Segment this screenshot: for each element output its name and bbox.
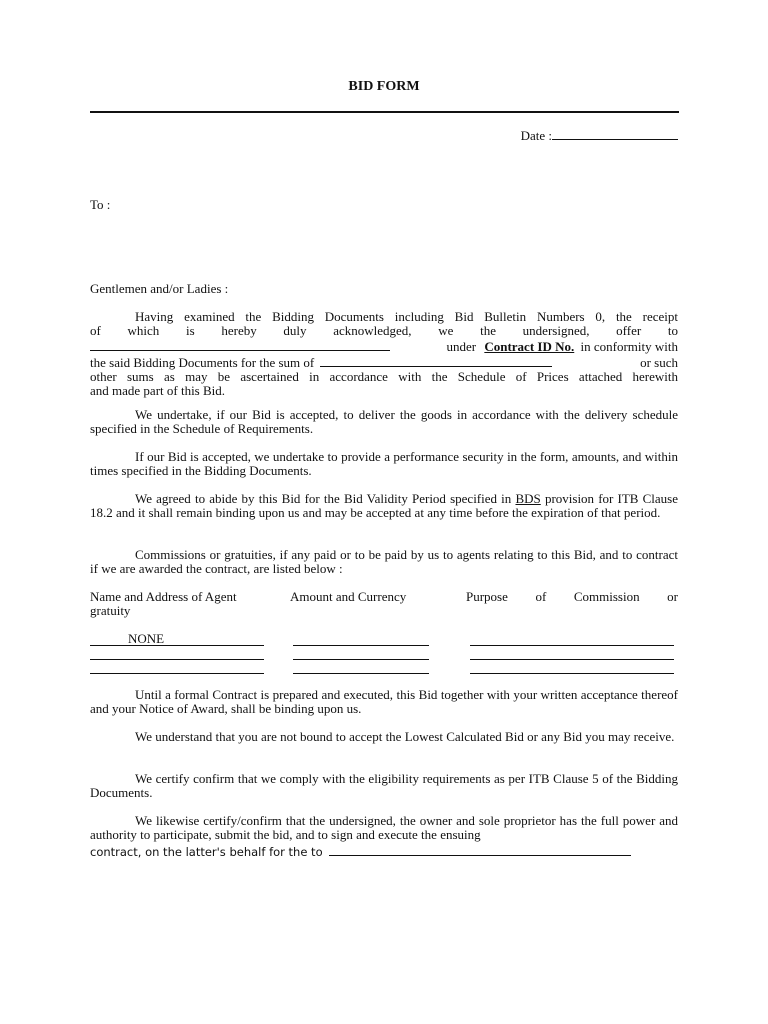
agent-blank-1[interactable] xyxy=(90,645,264,646)
date-label: Date : xyxy=(520,128,552,143)
date-field xyxy=(521,127,678,143)
agent-blank-3[interactable] xyxy=(90,673,264,674)
offer-line-5: other sums as may be ascertained in accordance with the Schedule of Prices attached herewith xyxy=(90,369,678,384)
paragraph-performance-security: If our Bid is accepted, we undertake to provide a performance security in the form, amounts, and within times specified in the Bidding Documents. xyxy=(90,449,678,478)
paragraph-delivery: We undertake, if our Bid is accepted, to deliver the goods in accordance with the delivery schedule specified in the Schedule of Requirements. xyxy=(90,407,678,436)
amount-blank-1[interactable] xyxy=(293,645,429,646)
purpose-blank-2[interactable] xyxy=(470,659,674,660)
col-purpose-header-cont: gratuity xyxy=(90,603,131,618)
offer-line-3 xyxy=(90,338,678,354)
salutation: Gentlemen and/or Ladies : xyxy=(90,281,229,296)
principal-blank[interactable] xyxy=(329,843,631,856)
offer-line-1: Having examined the Bidding Documents including Bid Bulletin Numbers 0, the receipt xyxy=(135,309,678,324)
to-label: To : xyxy=(90,197,111,212)
title-divider xyxy=(90,111,679,113)
col-purpose-header: Purpose of Commission or xyxy=(466,589,678,604)
validity-text-start: We agreed to abide by this Bid for the Bid Validity Period specified in xyxy=(135,491,512,506)
paragraph-binding: Until a formal Contract is prepared and executed, this Bid together with your written acceptance thereof and your Notice of Award, shall be binding upon us. xyxy=(90,687,678,716)
or-such-text: or such xyxy=(640,355,678,370)
authority-last-line xyxy=(90,843,678,859)
validity-text-end: provision for ITB Clause 18.2 and it shall remain binding upon us and may be accepted at any time before the expiration of that period. xyxy=(90,491,679,520)
page-title: BID FORM xyxy=(348,79,420,94)
paragraph-bid-validity xyxy=(90,492,678,520)
bds-link: BDS xyxy=(515,491,541,506)
conformity-text: in conformity with xyxy=(580,339,678,354)
col-amount-header: Amount and Currency xyxy=(290,589,407,604)
contract-id-label: Contract ID No. xyxy=(484,339,575,354)
sum-label: the said Bidding Documents for the sum of xyxy=(90,355,315,370)
under-text: under xyxy=(446,339,477,354)
offeree-blank[interactable] xyxy=(90,338,390,351)
paragraph-eligibility: We certify confirm that we comply with the eligibility requirements as per ITB Clause 5 of the Bidding Documents. xyxy=(90,771,678,800)
offer-line-2: of which is hereby duly acknowledged, we the undersigned, offer to xyxy=(90,323,678,338)
col-agent-header: Name and Address of Agent xyxy=(90,589,237,604)
offer-line-6: and made part of this Bid. xyxy=(90,383,226,398)
agent-blank-2[interactable] xyxy=(90,659,264,660)
paragraph-authority: We likewise certify/confirm that the undersigned, the owner and sole proprietor has the full power and authority to participate, submit the bid, and to sign and execute the ensuing xyxy=(90,813,678,842)
authority-last-text: contract, on the latter's behalf for the to xyxy=(90,845,323,859)
date-blank[interactable] xyxy=(552,127,678,140)
amount-blank-2[interactable] xyxy=(293,659,429,660)
amount-blank-3[interactable] xyxy=(293,673,429,674)
paragraph-offer xyxy=(90,310,678,398)
purpose-blank-3[interactable] xyxy=(470,673,674,674)
paragraph-commissions: Commissions or gratuities, if any paid or to be paid by us to agents relating to this Bid, and to contract if we are awarded the contract, are listed below : xyxy=(90,547,678,576)
paragraph-not-bound: We understand that you are not bound to accept the Lowest Calculated Bid or any Bid you may receive. xyxy=(135,729,675,744)
offer-line-4 xyxy=(90,354,678,370)
purpose-blank-1[interactable] xyxy=(470,645,674,646)
none-value: NONE xyxy=(128,631,165,646)
sum-blank[interactable] xyxy=(320,354,552,367)
